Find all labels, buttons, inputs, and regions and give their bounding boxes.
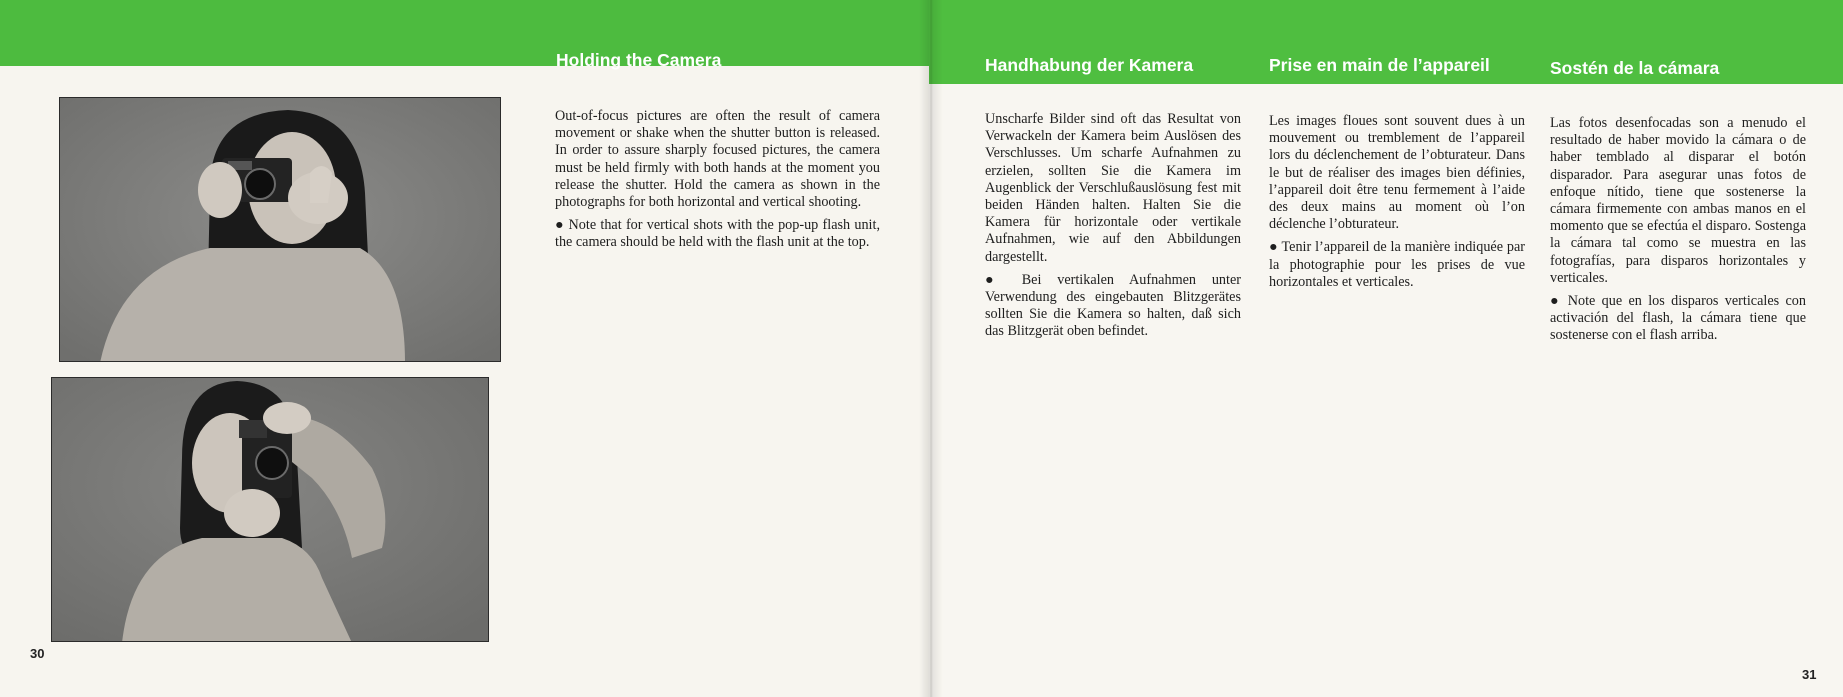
french-paragraph-1: Les images floues sont souvent dues à un mouvement ou tremblement de l’appareil lors du déclenchement de l’obturateur. Dans le but de réaliser des images bien définies, l’appareil doit être tenu fermement à l’aide des deux mains au moment où l’on déclenche l’obturateur. xyxy=(1269,113,1525,233)
book-gutter xyxy=(919,0,943,697)
french-paragraph-2: ● Tenir l’appareil de la manière indiquée par la photographie pour les prises de vue horizontales et verticales. xyxy=(1269,239,1525,290)
english-paragraph-2: ● Note that for vertical shots with the pop-up flash unit, the camera should be held with the flash unit at the top. xyxy=(555,217,880,251)
english-text-column xyxy=(555,108,880,258)
english-paragraph-1: Out-of-focus pictures are often the result of camera movement or shake when the shutter button is released. In order to assure sharply focused pictures, the camera must be held firmly with both hands at the moment you release the shutter. Hold the camera as shown in the photographs for both horizontal and vertical shooting. xyxy=(555,108,880,211)
page-number-left: 30 xyxy=(30,646,45,661)
german-paragraph-2: ● Bei vertikalen Aufnahmen unter Verwendung des eingebauten Blitzgerätes sollten Sie die Kamera so halten, daß sich das Blitzgerät oben befindet. xyxy=(985,271,1241,340)
spanish-paragraph-1: Las fotos desenfocadas son a menudo el resultado de haber movido la cámara o de haber temblado al disparar el botón disparador. Para asegurar unas fotos de enfoque nítido, tiene que sostenerse la cámara firmemente con ambas manos en el momento que se efectúa el disparo. Sostenga la cámara tal como se muestra en las fotografías, para disparos horizontales y verticales. xyxy=(1550,115,1806,286)
heading-holding-camera: Holding the Camera xyxy=(556,50,722,70)
right-page xyxy=(929,0,1843,697)
german-paragraph-1: Unscharfe Bilder sind oft das Resultat von Verwackeln der Kamera beim Auslösen des Verschlusses. Um scharfe Aufnahmen zu erzielen, sollten Sie die Kamera im Augenblick der Verschlußauslösung fest mit beiden Händen halten. Halten Sie die Kamera für horizontale oder vertikale Aufnahmen, wie auf den Abbildungen dargestellt. xyxy=(985,111,1241,265)
photo-horizontal-hold xyxy=(59,97,501,362)
photo-vertical-hold xyxy=(51,377,489,642)
page-number-right: 31 xyxy=(1802,667,1817,682)
german-text-column xyxy=(985,111,1241,347)
heading-spanish: Sostén de la cámara xyxy=(1550,58,1720,78)
heading-french: Prise en main de l’appareil xyxy=(1269,55,1490,75)
french-text-column xyxy=(1269,113,1525,297)
heading-german: Handhabung der Kamera xyxy=(985,55,1194,75)
spanish-text-column xyxy=(1550,115,1806,351)
header-band-left xyxy=(0,0,929,66)
spanish-paragraph-2: ● Note que en los disparos verticales con activación del flash, la cámara tiene que sostenerse con el flash arriba. xyxy=(1550,293,1806,344)
